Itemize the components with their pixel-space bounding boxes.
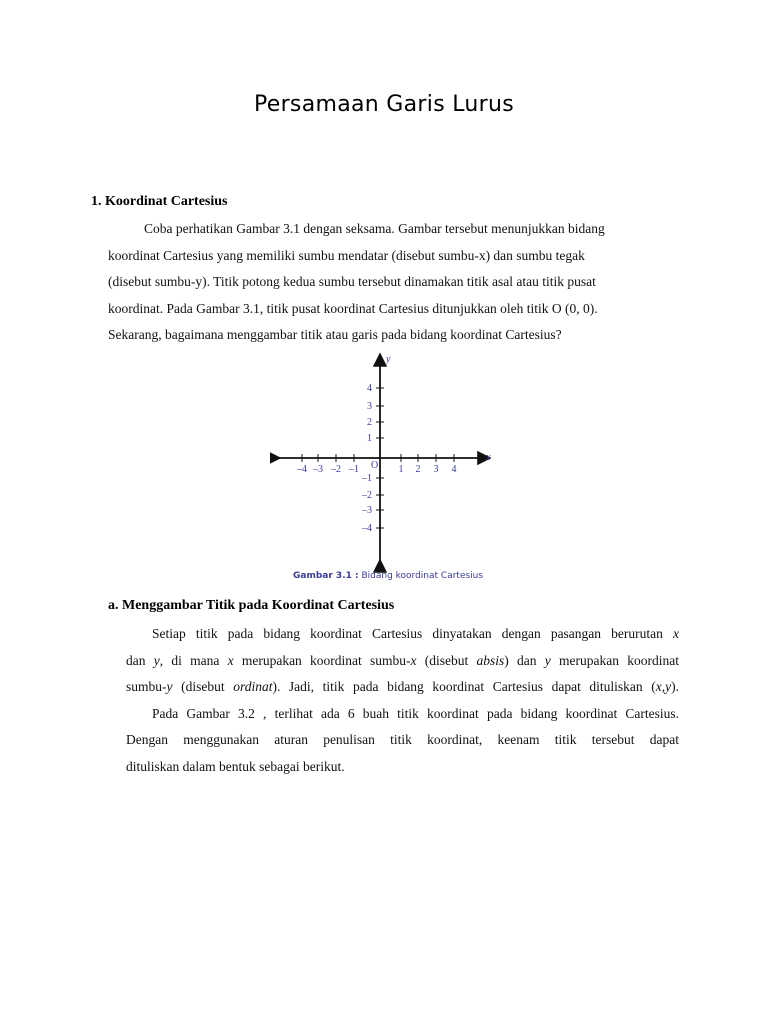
text-span: merupakan koordinat sumbu- [233,652,411,668]
text-span: , di mana [159,652,228,668]
italic-term: absis [476,652,505,668]
x-tick-label: –2 [331,464,341,475]
y-tick-label: –3 [362,505,372,516]
y-tick-label: 3 [367,401,372,412]
text-line: (disebut sumbu-y). Titik potong kedua sumbu tersebut dinamakan titik asal atau titik pusat [108,274,596,289]
page-title: Persamaan Garis Lurus [253,92,515,117]
x-tick-label: 4 [451,464,457,475]
text-line [126,621,679,648]
text-span: ). [671,679,679,694]
x-tick-label: –1 [349,464,359,475]
italic-var: y [166,679,173,694]
italic-var: x [673,626,679,641]
x-tick-label: –4 [297,464,307,475]
text-line: Sekarang, bagaimana menggambar titik atau garis pada bidang koordinat Cartesius? [108,327,562,342]
y-tick-label: 4 [367,383,372,394]
italic-var: x [227,652,234,668]
text-line: Dengan menggunakan aturan penulisan titik koordinat, keenam titik tersebut dapat [126,732,679,747]
text-line: dituliskan dalam bentuk sebagai berikut. [126,758,345,774]
italic-var: x,y [655,679,672,694]
cartesian-plane-diagram [270,350,500,586]
paragraph-menggambar-titik [126,621,679,780]
text-line: koordinat Cartesius yang memiliki sumbu mendatar (disebut sumbu-x) dan sumbu tegak [108,247,585,263]
text-line: Coba perhatikan Gambar 3.1 dengan seksama. Gambar tersebut menunjukkan bidang [144,221,605,236]
y-tick-label: –1 [362,473,372,484]
text-line: Pada Gambar 3.2 , terlihat ada 6 buah titik koordinat pada bidang koordinat Cartesius. [152,705,679,721]
text-span: sumbu- [126,679,167,694]
paragraph-koordinat-cartesius [108,216,668,349]
italic-var: y [544,652,551,668]
section-heading-menggambar-titik: a. Menggambar Titik pada Koordinat Cartesius [108,598,395,613]
text-span: (disebut [172,679,234,694]
italic-var: y [153,652,160,668]
x-tick-label: 3 [433,464,439,475]
x-axis-label: x [486,452,491,463]
x-tick-label: 1 [398,464,404,475]
text-line [126,674,679,701]
figure-cartesian-plane [270,350,500,586]
text-span: Setiap titik pada bidang koordinat Cartesius dinyatakan dengan pasangan berurutan [152,626,673,641]
text-span: (disebut [416,652,477,668]
text-line: koordinat. Pada Gambar 3.1, titik pusat koordinat Cartesius ditunjukkan oleh titik O (0, 0). [108,300,598,316]
italic-var: x [410,652,417,668]
y-axis-label: y [386,354,391,365]
figure-caption-label: Gambar 3.1 : [293,571,359,581]
origin-label: O [371,460,379,471]
y-tick-label: –2 [362,490,372,501]
text-span: dan [126,652,154,668]
x-tick-label: –3 [313,464,323,475]
text-span: ). Jadi, titik pada bidang koordinat Cartesius dapat dituliskan ( [272,679,656,694]
text-span: merupakan koordinat [550,652,679,668]
text-span: ) dan [504,652,545,668]
y-tick-label: 2 [367,417,372,428]
section-heading-koordinat-cartesius: 1. Koordinat Cartesius [91,194,228,209]
italic-term: ordinat [233,679,273,694]
text-line [126,648,679,675]
y-tick-label: 1 [367,433,372,444]
figure-caption-text: Bidang koordinat Cartesius [358,571,484,581]
y-tick-label: –4 [362,523,372,534]
figure-caption [293,571,483,581]
x-tick-label: 2 [415,464,421,475]
